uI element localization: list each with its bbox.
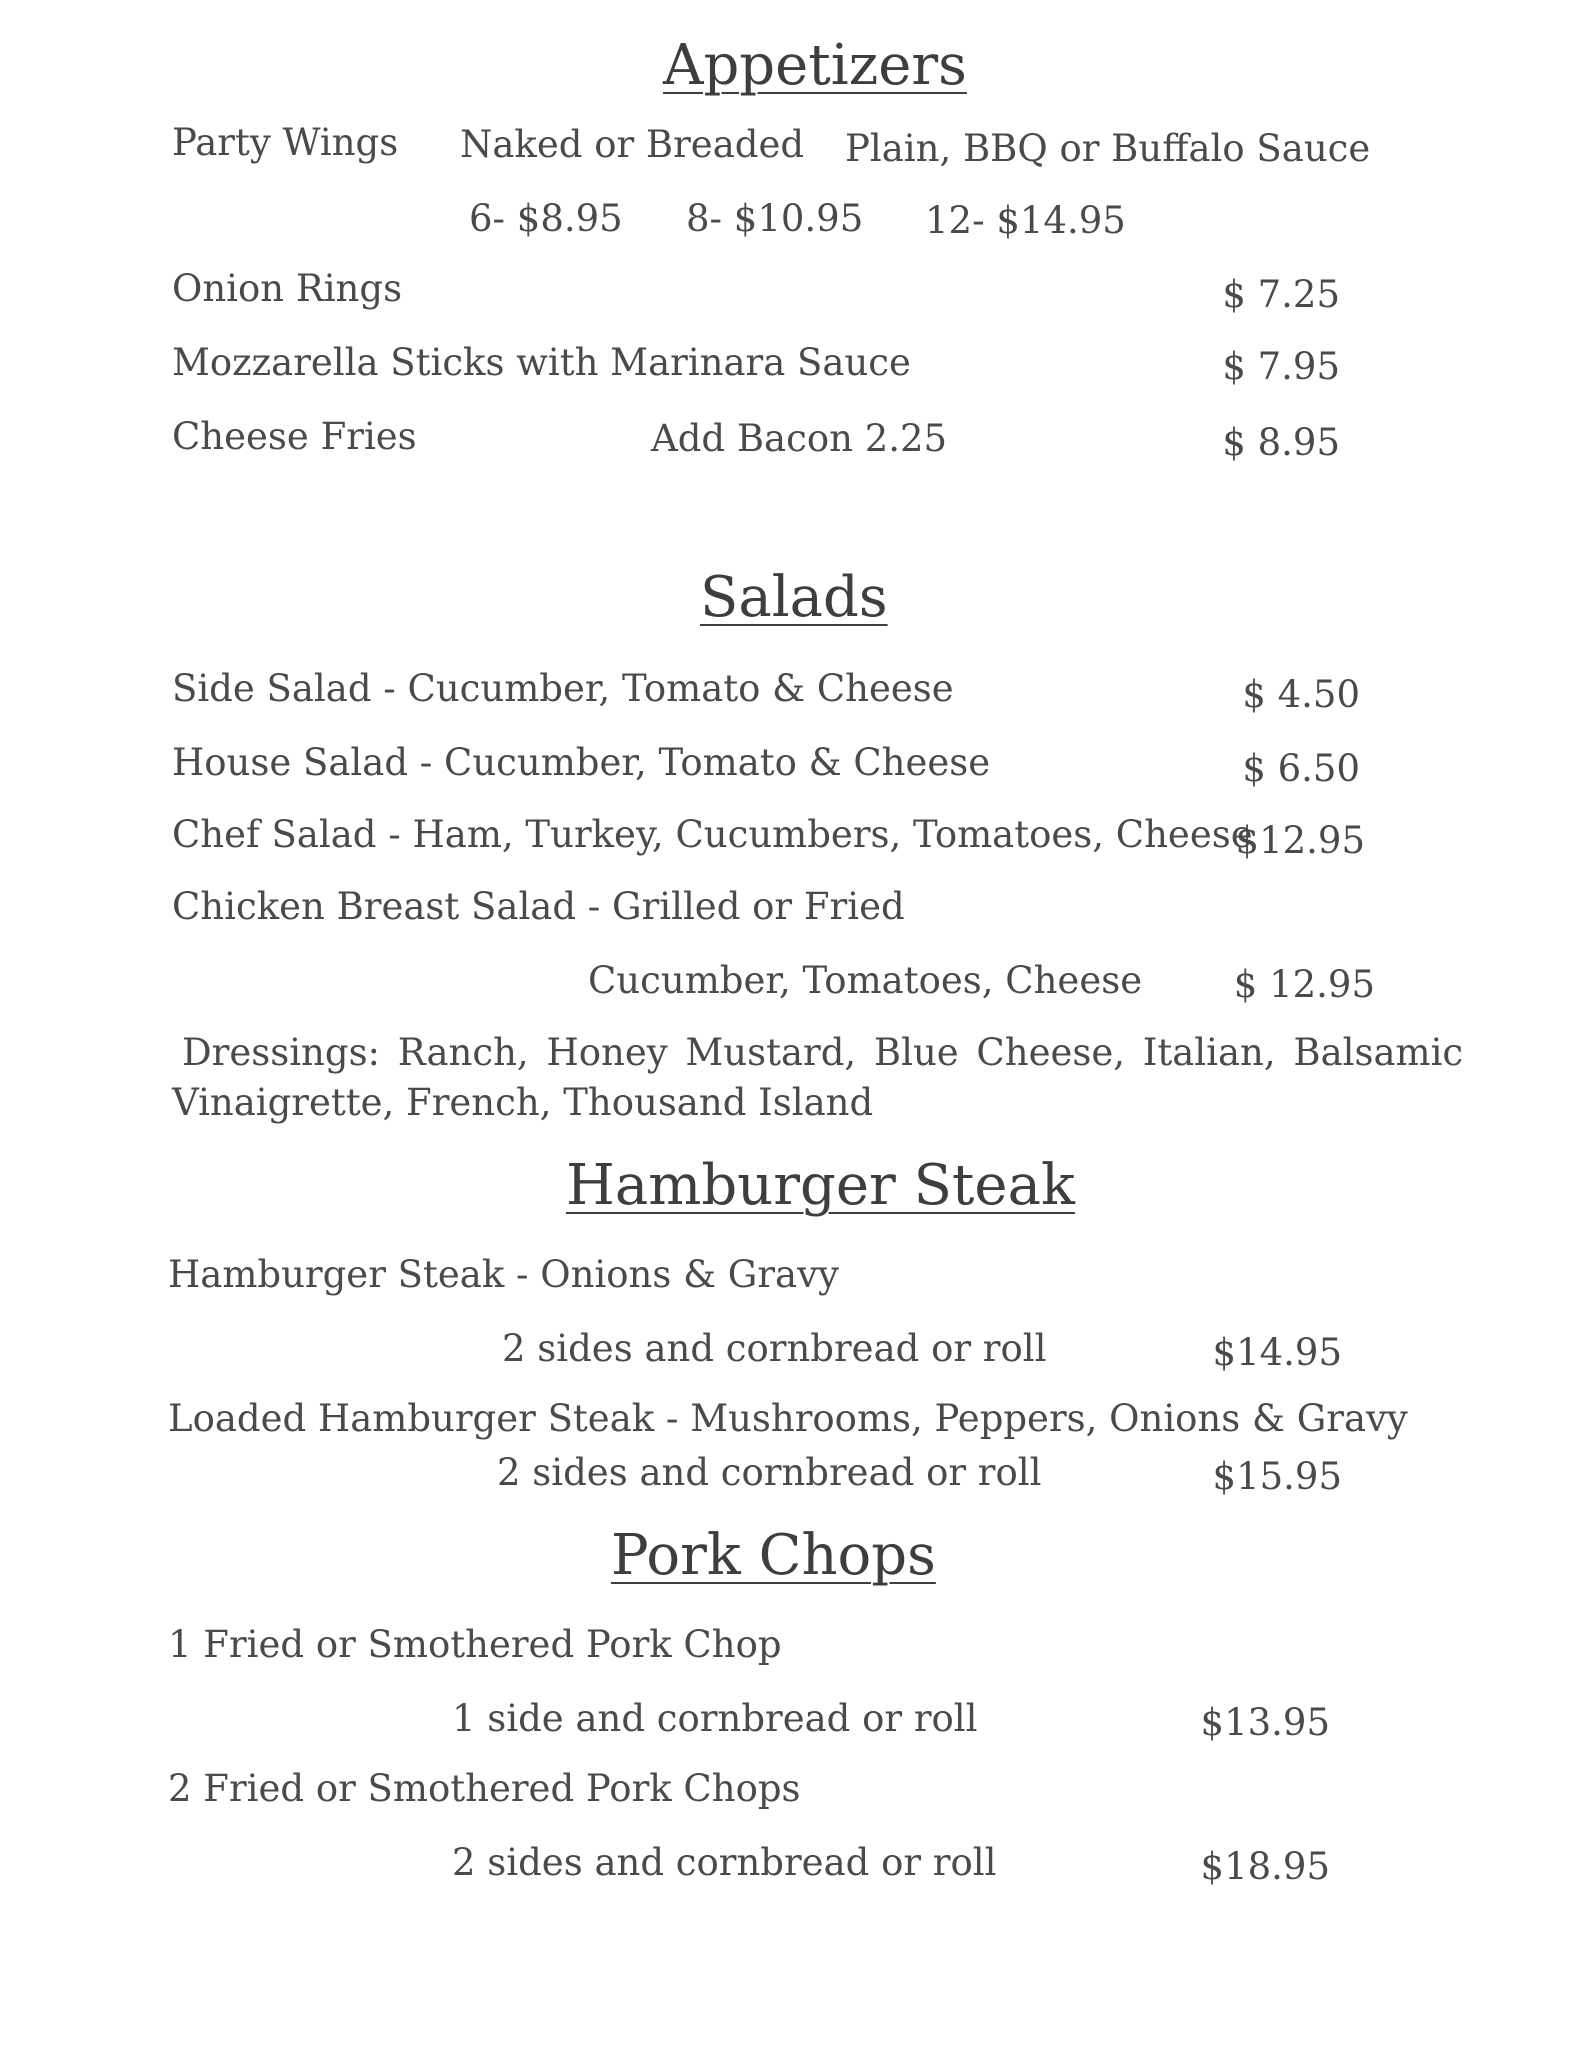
pork-chop-two-name: 2 Fried or Smothered Pork Chops [168, 1767, 801, 1810]
cheese-fries-price: $ 8.95 [1222, 421, 1340, 464]
chicken-salad-price: $ 12.95 [1233, 963, 1375, 1006]
hamburger-steak-price: $14.95 [1212, 1331, 1342, 1374]
cheese-fries-addon: Add Bacon 2.25 [651, 417, 948, 460]
party-wings-style: Naked or Breaded [460, 123, 805, 166]
mozzarella-name: Mozzarella Sticks with Marinara Sauce [172, 341, 911, 384]
chef-salad-name: Chef Salad - Ham, Turkey, Cucumbers, Tomatoes, Cheese [172, 813, 1253, 856]
house-salad-name: House Salad - Cucumber, Tomato & Cheese [172, 741, 991, 784]
mozzarella-price: $ 7.95 [1222, 345, 1340, 388]
party-wings-price-8: 8- $10.95 [686, 197, 864, 240]
pork-chop-one-price: $13.95 [1200, 1701, 1330, 1744]
pork-chop-two-price: $18.95 [1200, 1845, 1330, 1888]
side-salad-name: Side Salad - Cucumber, Tomato & Cheese [172, 667, 954, 710]
dressings-line-1: Dressings: Ranch, Honey Mustard, Blue Cheese, Italian, Balsamic [182, 1031, 1464, 1074]
loaded-hamburger-steak-detail: 2 sides and cornbread or roll [497, 1451, 1042, 1494]
onion-rings-name: Onion Rings [172, 267, 403, 310]
side-salad-price: $ 4.50 [1242, 673, 1360, 716]
party-wings-price-6: 6- $8.95 [469, 197, 623, 240]
house-salad-price: $ 6.50 [1242, 747, 1360, 790]
loaded-hamburger-steak-name: Loaded Hamburger Steak - Mushrooms, Peppers, Onions & Gravy [168, 1397, 1408, 1440]
pork-chops-heading: Pork Chops [611, 1523, 936, 1588]
chicken-salad-name: Chicken Breast Salad - Grilled or Fried [172, 885, 905, 928]
salads-heading: Salads [700, 565, 888, 630]
cheese-fries-name: Cheese Fries [172, 415, 417, 458]
hamburger-steak-heading: Hamburger Steak [566, 1153, 1075, 1218]
party-wings-sauce: Plain, BBQ or Buffalo Sauce [845, 127, 1371, 170]
pork-chop-one-detail: 1 side and cornbread or roll [452, 1697, 978, 1740]
onion-rings-price: $ 7.25 [1222, 273, 1340, 316]
chicken-salad-detail: Cucumber, Tomatoes, Cheese [588, 959, 1143, 1002]
loaded-hamburger-steak-price: $15.95 [1212, 1455, 1342, 1498]
party-wings-price-12: 12- $14.95 [925, 199, 1126, 242]
pork-chop-two-detail: 2 sides and cornbread or roll [452, 1841, 997, 1884]
pork-chop-one-name: 1 Fried or Smothered Pork Chop [168, 1623, 782, 1666]
hamburger-steak-name: Hamburger Steak - Onions & Gravy [168, 1253, 839, 1296]
appetizers-heading: Appetizers [663, 33, 967, 98]
chef-salad-price: $12.95 [1235, 819, 1365, 862]
hamburger-steak-detail: 2 sides and cornbread or roll [502, 1327, 1047, 1370]
dressings-line-2: Vinaigrette, French, Thousand Island [172, 1081, 874, 1124]
party-wings-name: Party Wings [172, 121, 399, 164]
